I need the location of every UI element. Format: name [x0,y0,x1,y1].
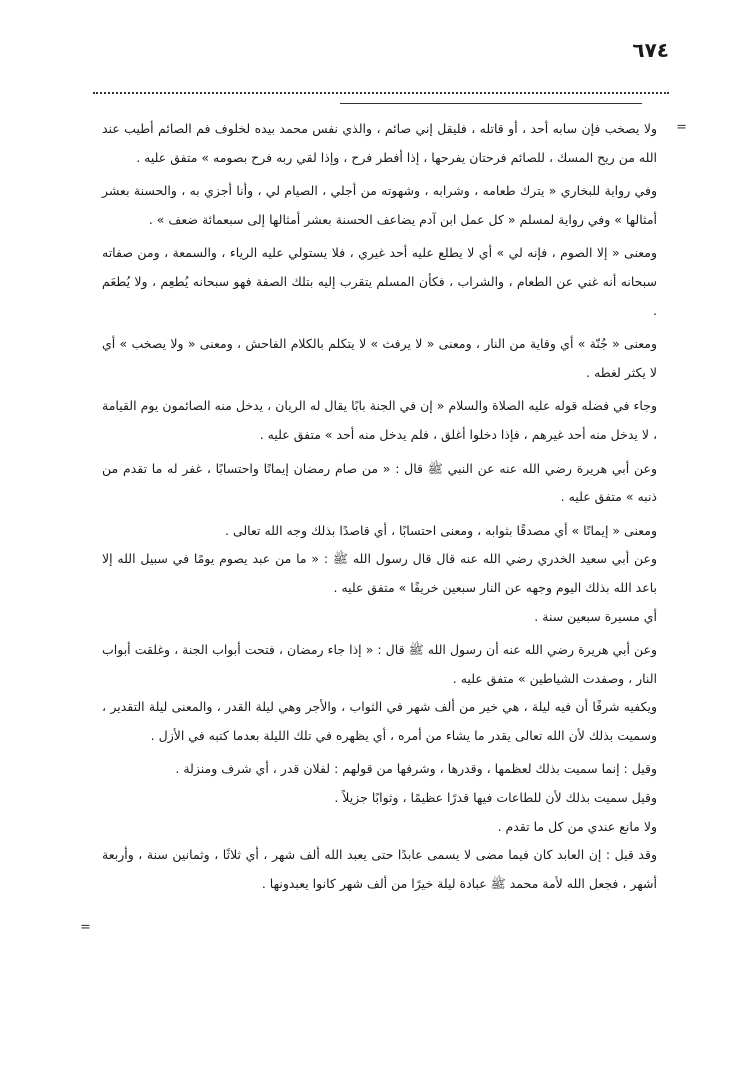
body-text [102,115,657,898]
paragraph: وقيل : إنما سميت بذلك لعظمها ، وقدرها ، وشرفها من قولهم : لفلان قدر ، أي شرف ومنزلة . [175,761,657,777]
paragraph: ويكفيه شرفًا أن فيه ليلة ، هي خير من ألف شهر في الثواب ، والأجر وهي ليلة القدر ، والمعنى ليلة التقدير ، وسميت بذلك لأن الله تعالى يقدر ما يشاء من أمره ، أي يظهره في تلك الليلة بعدما كتبه في الأزل . [102,699,657,743]
paragraph: وفي رواية للبخاري « يترك طعامه ، وشرابه ، وشهوته من أجلي ، الصيام لي ، وأنا أجزي به ، والحسنة بعشر أمثالها » وفي رواية لمسلم « كل عمل ابن آدم يضاعف الحسنة بعشر أمثالها إلى سبعمائة ضعف » . [102,183,657,227]
page-number: ٦٧٤ [632,38,669,62]
paragraph: وقد قيل : إن العابد كان فيما مضى لا يسمى عابدًا حتى يعبد الله ألف شهر ، أي ثلاثًا ، وثمانين سنة ، وأربعة أشهر ، فجعل الله لأمة محمد ﷺ عبادة ليلة خيرًا من ألف شهر كانوا يعبدونها . [102,847,657,891]
paragraph: وجاء في فضله قوله عليه الصلاة والسلام « إن في الجنة بابًا يقال له الريان ، يدخل منه الصائمون يوم القيامة ، لا يدخل منه أحد غيرهم ، فإذا دخلوا أغلق ، فلم يدخل منه أحد » متفق عليه . [102,398,657,442]
paragraph: ومعنى « إيمانًا » أي مصدقًا بثوابه ، ومعنى احتسابًا ، أي قاصدًا بذلك وجه الله تعالى . [225,522,657,538]
paragraph: ومعنى « إلا الصوم ، فإنه لي » أي لا يطلع عليه أحد غيري ، فلا يستولي عليه الرياء ، والسمعة ، ومن صفاته سبحانه أنه غني عن الطعام ، والشراب ، فكأن المسلم يتقرب إليه بتلك الصفة فهو سبحانه يُطعِم ، ولا يُطعَم . [102,245,657,318]
paragraph: ولا يصخب فإن سابه أحد ، أو قاتله ، فليقل إني صائم ، والذي نفس محمد بيده لخلوف فم الصائم أطيب عند الله من ريح المسك ، للصائم فرحتان يفرحها ، إذا أفطر فرح ، وإذا لقي ربه فرح بصومه » متفق عليه . [102,121,657,165]
paragraph: ومعنى « جُنّة » أي وقاية من النار ، ومعنى « لا يرفث » لا يتكلم بالكلام الفاحش ، ومعنى « ولا يصخب » أي لا يكثر لغطه . [102,336,657,380]
paragraph: ولا مانع عندي من كل ما تقدم . [497,818,657,834]
margin-mark-bottom: = [80,920,91,935]
paragraph: وعن أبي سعيد الخدري رضي الله عنه قال قال رسول الله ﷺ : « ما من عبد يصوم يومًا في سبيل الله إلا باعد الله بذلك اليوم وجهه عن النار سبعين خريفًا » متفق عليه . [102,551,657,595]
paragraph: أي مسيرة سبعين سنة . [534,608,657,624]
margin-mark-top: = [676,120,687,135]
paragraph: وعن أبي هريرة رضي الله عنه أن رسول الله ﷺ قال : « إذا جاء رمضان ، فتحت أبواب الجنة ، وغلقت أبواب النار ، وصفدت الشياطين » متفق عليه . [102,642,657,686]
paragraph: وعن أبي هريرة رضي الله عنه عن النبي ﷺ قال : « من صام رمضان إيمانًا واحتسابًا ، غفر له ما تقدم من ذنبه » متفق عليه . [102,460,657,505]
paragraph: وقيل سميت بذلك لأن للطاعات فيها قدرًا عظيمًا ، وثوابًا جزيلاً . [334,790,657,806]
solid-rule [340,103,642,104]
dotted-rule [93,92,669,94]
